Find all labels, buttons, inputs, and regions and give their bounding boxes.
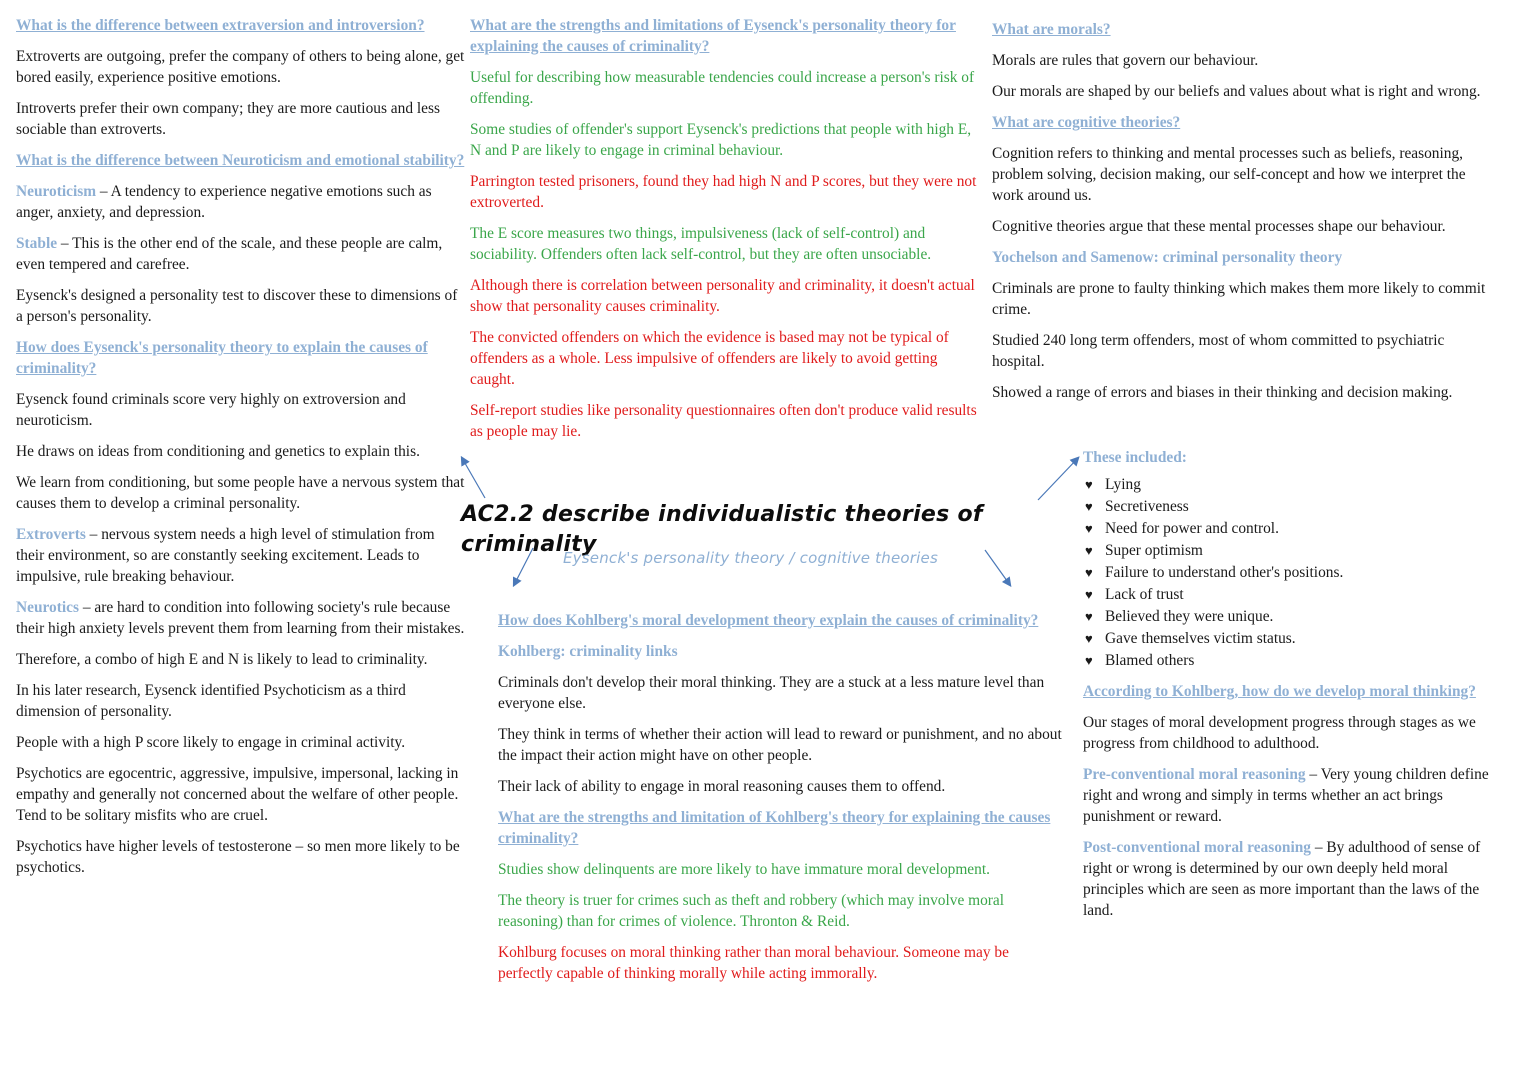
morals-definition: Morals are rules that govern our behaviour.	[992, 52, 1259, 69]
cognition-definition: Cognition refers to thinking and mental processes such as beliefs, reasoning, problem solving, decision making, our self-concept and how we interpret the work around us.	[992, 145, 1466, 204]
strength-delinquents: Studies show delinquents are more likely to have immature moral development.	[498, 861, 990, 878]
question-cognitive-theories: What are cognitive theories?	[992, 114, 1181, 131]
heart-icon: ♥	[1085, 543, 1093, 558]
cognitive-theories-text: Cognitive theories argue that these mental processes shape our behaviour.	[992, 218, 1446, 235]
pre-conventional-text: – Very young children define right and wrong and simply in terms whether an act brings punishment or reward.	[1083, 766, 1489, 825]
arrow-down-left	[514, 548, 533, 585]
arrow-up-left	[462, 458, 485, 498]
stable-term: Stable	[16, 235, 58, 252]
list-item: ♥ Gave themselves victim status.	[1085, 630, 1296, 647]
point-e-score: The E score measures two things, impulsiveness (lack of self-control) and sociability. Offenders often lack self-control, but they are often unsociable.	[470, 225, 932, 263]
post-conventional-term: Post-conventional moral reasoning	[1083, 839, 1312, 856]
post-conventional-definition	[1083, 837, 1493, 921]
neuroticism-term: Neuroticism	[16, 183, 97, 200]
faulty-thinking-text: Criminals are prone to faulty thinking which makes them more likely to commit crime.	[992, 280, 1486, 318]
right-top-column	[992, 19, 1492, 413]
combo-text: Therefore, a combo of high E and N is likely to lead to criminality.	[16, 651, 428, 668]
stable-text: – This is the other end of the scale, and these people are calm, even tempered and carefree.	[16, 235, 443, 273]
question-eysenck-theory: How does Eysenck's personality theory to explain the causes of criminality?	[16, 339, 428, 377]
neurotics-term: Neurotics	[16, 599, 79, 616]
neuroticism-text: – A tendency to experience negative emotions such as anger, anxiety, and depression.	[16, 183, 432, 221]
yochelson-heading: Yochelson and Samenow: criminal personality theory	[992, 249, 1343, 266]
list-item: ♥ Super optimism	[1085, 542, 1203, 559]
list-item: ♥ Lying	[1085, 476, 1141, 493]
morals-shaped-text: Our morals are shaped by our beliefs and values about what is right and wrong.	[992, 83, 1481, 100]
moral-reasoning-text: Their lack of ability to engage in moral reasoning causes them to offend.	[498, 778, 946, 795]
psychotics-description: Psychotics are egocentric, aggressive, impulsive, impersonal, lacking in empathy and generally not concerned about the welfare of other people. Tend to be solitary misfits who are cruel.	[16, 765, 459, 824]
introverts-definition: Introverts prefer their own company; they are more cautious and less sociable than extroverts.	[16, 100, 440, 138]
list-item: ♥ Failure to understand other's positions.	[1085, 564, 1344, 581]
limitation-self-report: Self-report studies like personality questionnaires often don't produce valid results as people may lie.	[470, 402, 977, 440]
errors-biases-text: Showed a range of errors and biases in their thinking and decision making.	[992, 384, 1453, 401]
studied-offenders-text: Studied 240 long term offenders, most of whom committed to psychiatric hospital.	[992, 332, 1445, 370]
errors-list	[1083, 474, 1493, 671]
list-item: ♥ Need for power and control.	[1085, 520, 1279, 537]
personality-test-text: Eysenck's designed a personality test to discover these to dimensions of a person's personality.	[16, 287, 458, 325]
neurotics-text: – are hard to condition into following society's rule because their high anxiety levels prevent them from learning from their mistakes.	[16, 599, 465, 637]
reward-punishment-text: They think in terms of whether their action will lead to reward or punishment, and no about the impact their action might have on other people.	[498, 726, 1062, 764]
question-morals: What are morals?	[992, 21, 1111, 38]
arrow-down-right	[985, 550, 1010, 585]
heart-icon: ♥	[1085, 521, 1093, 536]
limitation-parrington: Parrington tested prisoners, found they had high N and P scores, but they were not extroverted.	[470, 173, 977, 211]
list-item: ♥ Blamed others	[1085, 652, 1195, 669]
limitation-correlation: Although there is correlation between personality and criminality, it doesn't actual show that personality causes criminality.	[470, 277, 975, 315]
heart-icon: ♥	[1085, 565, 1093, 580]
strength-theft-robbery: The theory is truer for crimes such as theft and robbery (which may involve moral reasoning) than for crimes of violence. Thronton & Reid.	[498, 892, 1005, 930]
heart-icon: ♥	[1085, 631, 1093, 646]
pre-conventional-definition	[1083, 764, 1493, 827]
nervous-system-text: We learn from conditioning, but some people have a nervous system that causes them to develop a criminal personality.	[16, 474, 465, 512]
question-neuroticism-stability: What is the difference between Neuroticism and emotional stability?	[16, 152, 465, 169]
these-included-heading: These included:	[1083, 449, 1187, 466]
list-item: ♥ Believed they were unique.	[1085, 608, 1274, 625]
extroverts-text: – nervous system needs a high level of stimulation from their environment, so are constantly seeking excitement. Leads to impulsive, rule breaking behaviour.	[16, 526, 435, 585]
pre-conventional-term: Pre-conventional moral reasoning	[1083, 766, 1306, 783]
moral-stages-text: Our stages of moral development progress through stages as we progress from childhood to adulthood.	[1083, 714, 1476, 752]
question-kohlberg-strengths: What are the strengths and limitation of Kohlberg's theory for explaining the causes criminality?	[498, 809, 1051, 847]
extroverts-term: Extroverts	[16, 526, 86, 543]
middle-bottom-column	[498, 610, 1063, 994]
arrow-up-right	[1038, 458, 1078, 500]
testosterone-text: Psychotics have higher levels of testosterone – so men more likely to be psychotics.	[16, 838, 460, 876]
strength-measurable: Useful for describing how measurable tendencies could increase a person's risk of offending.	[470, 69, 975, 107]
moral-thinking-text: Criminals don't develop their moral thinking. They are a stuck at a less mature level than everyone else.	[498, 674, 1045, 712]
question-kohlberg-development: According to Kohlberg, how do we develop moral thinking?	[1083, 683, 1476, 700]
high-p-text: People with a high P score likely to engage in criminal activity.	[16, 734, 406, 751]
question-kohlberg-causes: How does Kohlberg's moral development theory explain the causes of criminality?	[498, 612, 1039, 629]
question-extraversion-introversion: What is the difference between extraversion and introversion?	[16, 17, 425, 34]
question-eysenck-strengths: What are the strengths and limitations of Eysenck's personality theory for explaining the causes of criminality?	[470, 17, 956, 55]
heart-icon: ♥	[1085, 653, 1093, 668]
heart-icon: ♥	[1085, 609, 1093, 624]
limitation-moral-behaviour: Kohlburg focuses on moral thinking rather than moral behaviour. Someone may be perfectly capable of thinking morally while acting immorally.	[498, 944, 1009, 982]
list-item: ♥ Lack of trust	[1085, 586, 1184, 603]
kohlberg-links-heading: Kohlberg: criminality links	[498, 643, 678, 660]
page-title: AC2.2 describe individualistic theories of criminality	[461, 502, 983, 557]
right-bottom-column	[1083, 447, 1493, 931]
post-conventional-text: – By adulthood of sense of right or wrong is determined by our own deeply held moral principles which are seen as more important than the laws of the land.	[1083, 839, 1481, 919]
criminals-score-text: Eysenck found criminals score very highly on extroversion and neuroticism.	[16, 391, 406, 429]
limitation-convicted-offenders: The convicted offenders on which the evidence is based may not be typical of offenders as a whole. Less impulsive of offenders are likely to avoid getting caught.	[470, 329, 949, 388]
extroverts-definition: Extroverts are outgoing, prefer the company of others to being alone, get bored easily, experience positive emotions.	[16, 48, 465, 86]
heart-icon: ♥	[1085, 499, 1093, 514]
list-item: ♥ Secretiveness	[1085, 498, 1189, 515]
heart-icon: ♥	[1085, 477, 1093, 492]
page-subtitle: Eysenck's personality theory / cognitive theories	[563, 549, 938, 567]
conditioning-genetics-text: He draws on ideas from conditioning and genetics to explain this.	[16, 443, 420, 460]
heart-icon: ♥	[1085, 587, 1093, 602]
strength-offender-studies: Some studies of offender's support Eysenck's predictions that people with high E, N and P are likely to engage in criminal behaviour.	[470, 121, 972, 159]
psychoticism-text: In his later research, Eysenck identified Psychoticism as a third dimension of personality.	[16, 682, 406, 720]
